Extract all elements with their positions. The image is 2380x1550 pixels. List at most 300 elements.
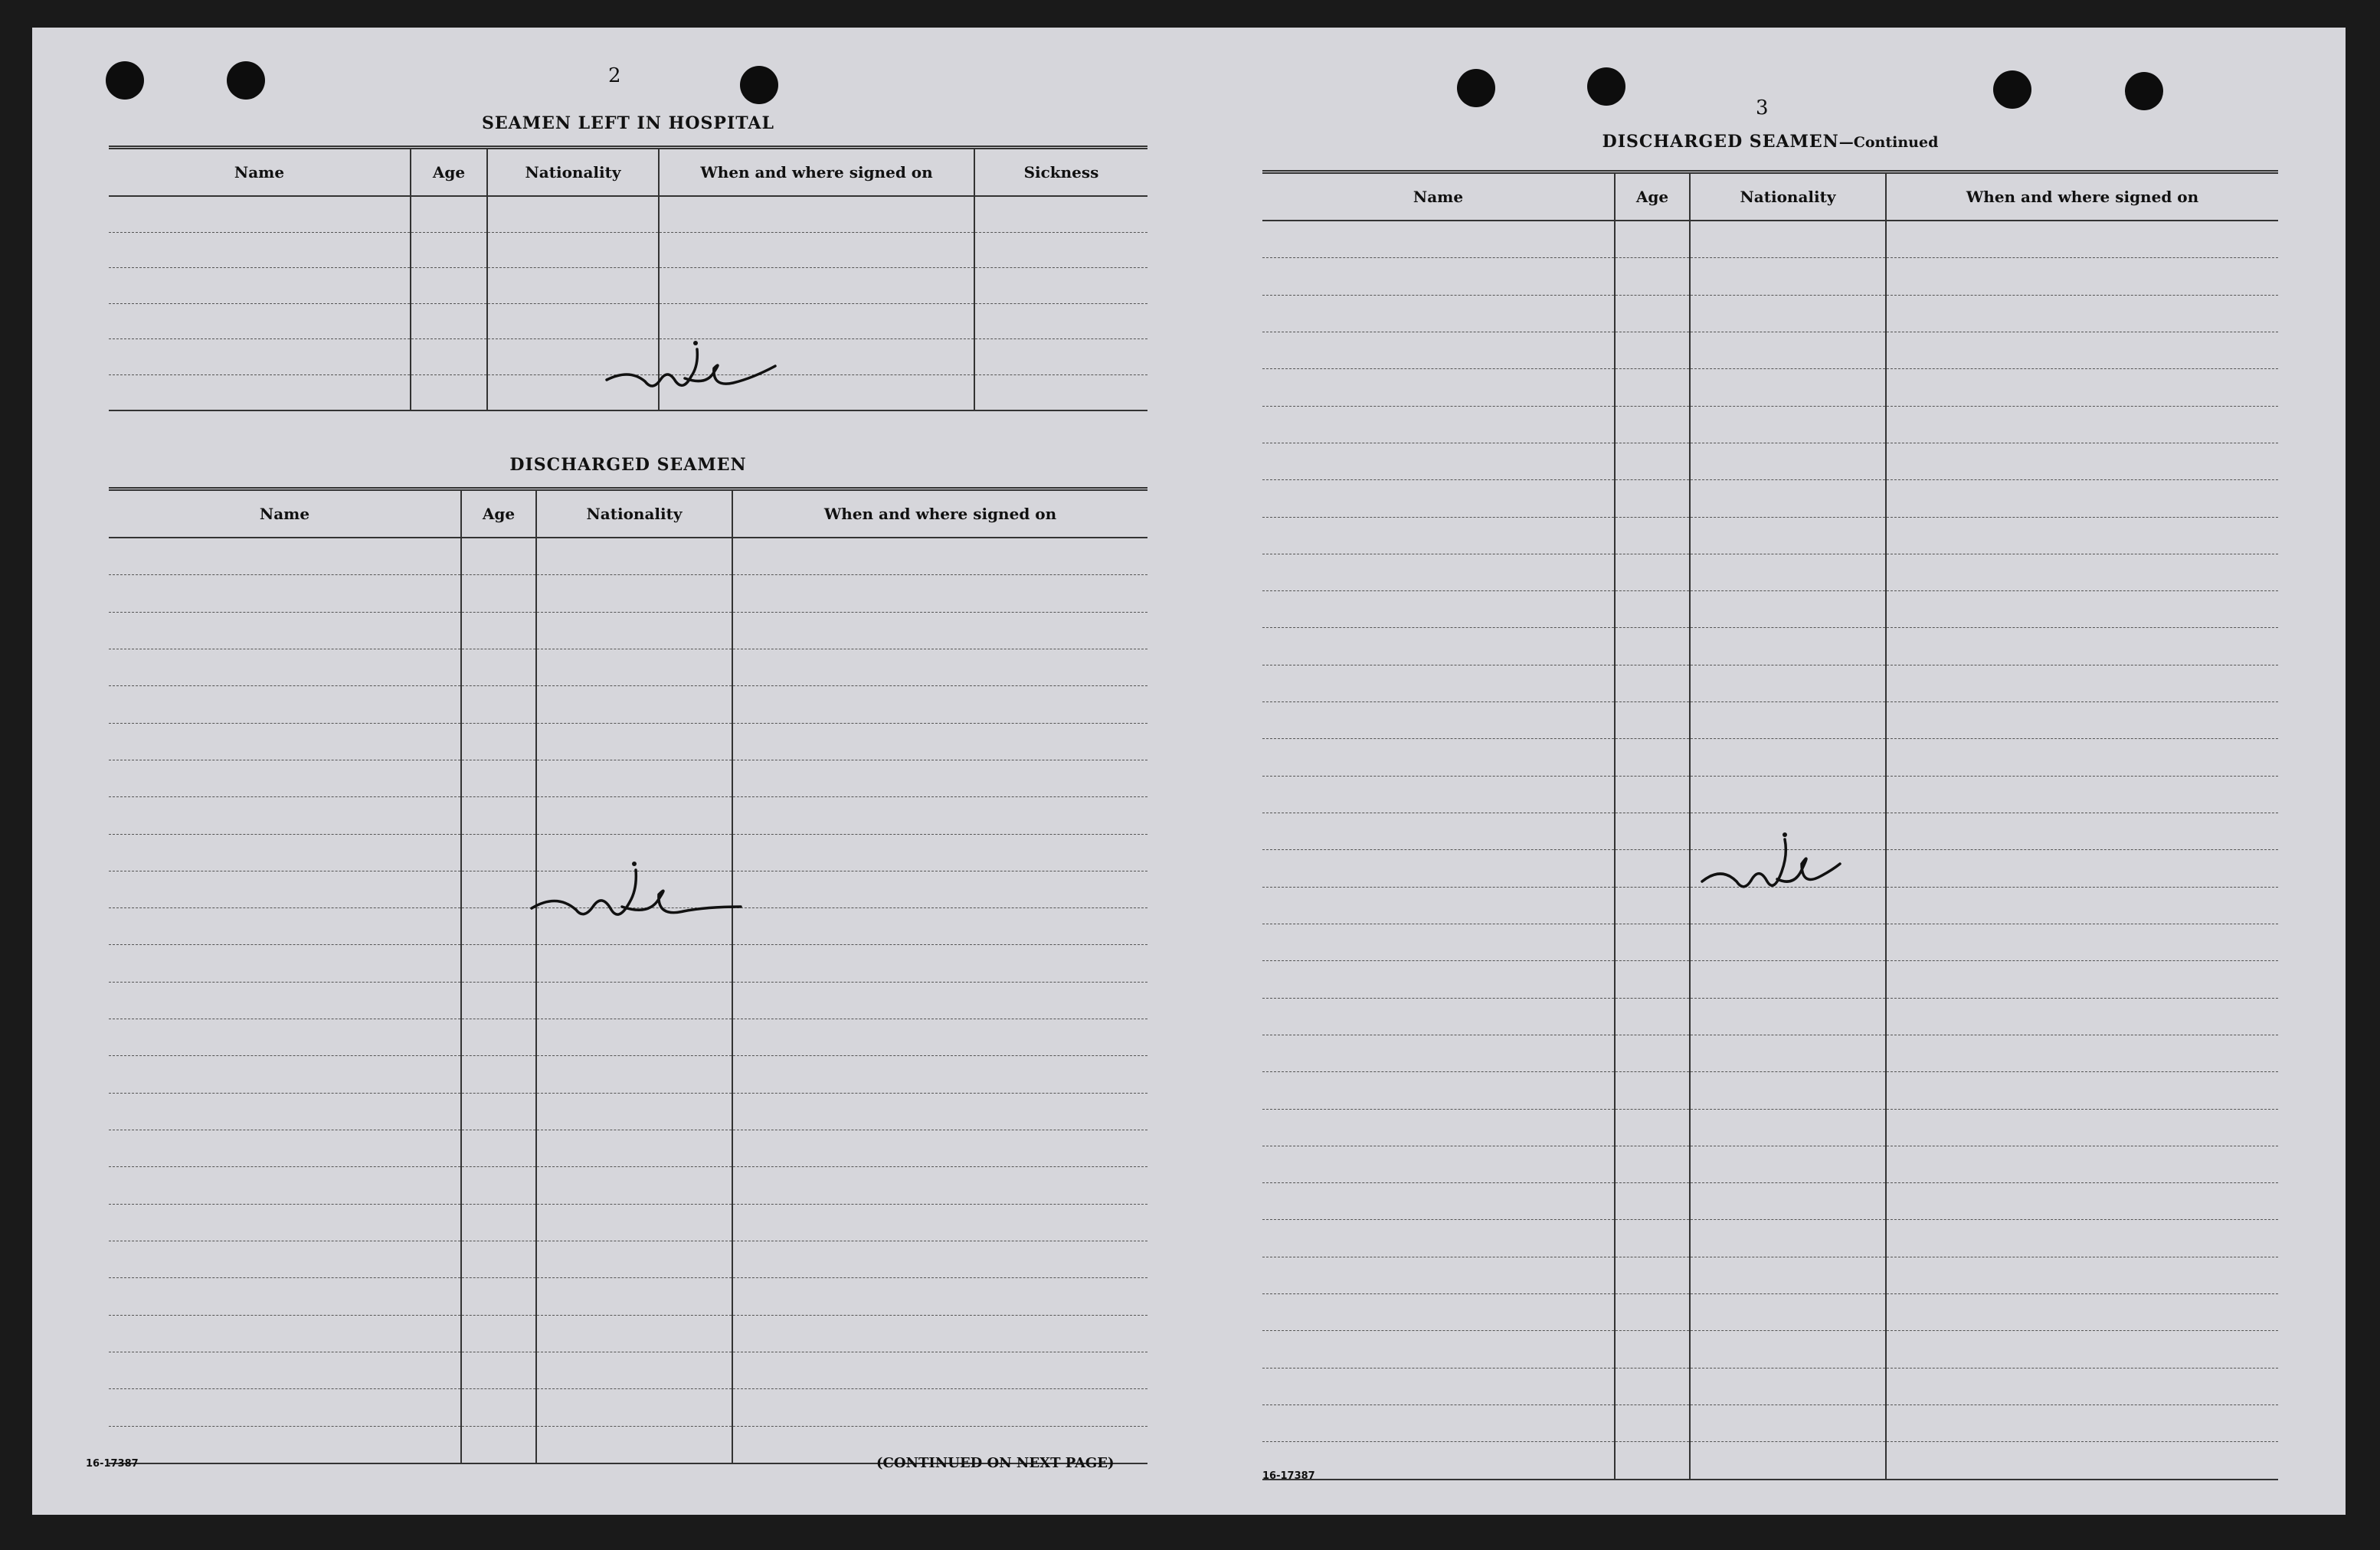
table-cell: [1615, 628, 1690, 665]
table-cell: [1262, 258, 1615, 295]
table-cell: [109, 760, 461, 796]
table-cell: [732, 834, 1147, 871]
table-cell: [536, 575, 732, 612]
table-cell: [1886, 998, 2278, 1035]
table-cell: [109, 1426, 461, 1463]
table-cell: [536, 945, 732, 982]
table-row: [1262, 1368, 2278, 1404]
table-cell: [1615, 813, 1690, 850]
table-cell: [1262, 702, 1615, 739]
table-cell: [109, 268, 411, 304]
table-row: [1262, 702, 2278, 739]
table-cell: [536, 1204, 732, 1241]
table-cell: [1690, 1368, 1886, 1404]
table-cell: [659, 196, 974, 232]
table-cell: [109, 834, 461, 871]
table-row: [1262, 961, 2278, 998]
table-cell: [1615, 1072, 1690, 1109]
table-cell: [1690, 221, 1886, 258]
table-row: [109, 268, 1147, 304]
table-cell: [1690, 1109, 1886, 1146]
table-cell: [1615, 221, 1690, 258]
table-cell: [1690, 776, 1886, 813]
table-cell: [732, 1167, 1147, 1204]
table-cell: [732, 1389, 1147, 1426]
table-cell: [411, 196, 487, 232]
table-row: [109, 1019, 1147, 1056]
table-cell: [1262, 1183, 1615, 1220]
table-cell: [1886, 1294, 2278, 1331]
table-cell: [109, 1130, 461, 1167]
table-cell: [1262, 1146, 1615, 1182]
table-cell: [461, 575, 536, 612]
table-cell: [1615, 258, 1690, 295]
table-cell: [1886, 776, 2278, 813]
table-cell: [1690, 665, 1886, 701]
table-cell: [461, 1167, 536, 1204]
table-cell: [1262, 1109, 1615, 1146]
table-cell: [461, 982, 536, 1019]
table-cell: [109, 196, 411, 232]
table-cell: [536, 1056, 732, 1093]
table-cell: [1886, 369, 2278, 406]
table-row: [109, 1204, 1147, 1241]
table-cell: [1262, 813, 1615, 850]
table-cell: [461, 612, 536, 649]
table-cell: [1615, 1368, 1690, 1404]
table-row: [109, 1241, 1147, 1277]
table-cell: [1615, 1331, 1690, 1368]
page-number: 3: [1756, 96, 1769, 119]
table-cell: [109, 303, 411, 339]
column-header-signed-on: When and where signed on: [659, 148, 974, 197]
table-cell: [1690, 1072, 1886, 1109]
table-cell: [1615, 480, 1690, 517]
table-row: [109, 575, 1147, 612]
table-cell: [1262, 517, 1615, 554]
table-cell: [1615, 1220, 1690, 1257]
table-cell: [974, 196, 1147, 232]
table-cell: [732, 686, 1147, 723]
table-row: [109, 1130, 1147, 1167]
table-cell: [109, 575, 461, 612]
table-row: [1262, 369, 2278, 406]
table-cell: [536, 538, 732, 575]
table-cell: [1886, 517, 2278, 554]
table-cell: [109, 723, 461, 760]
table-cell: [1262, 628, 1615, 665]
table-cell: [1615, 1405, 1690, 1442]
table-cell: [1615, 665, 1690, 701]
table-cell: [411, 268, 487, 304]
table-cell: [461, 1204, 536, 1241]
table-cell: [536, 1278, 732, 1315]
table-cell: [1690, 1405, 1886, 1442]
table-cell: [1615, 702, 1690, 739]
table-row: [1262, 1035, 2278, 1071]
table-cell: [461, 797, 536, 834]
table-cell: [109, 982, 461, 1019]
table-row: [109, 1315, 1147, 1352]
table-row: [109, 945, 1147, 982]
table-cell: [1886, 1035, 2278, 1071]
table-cell: [1690, 369, 1886, 406]
table-cell: [109, 1019, 461, 1056]
table-cell: [461, 723, 536, 760]
continued-note: (CONTINUED ON NEXT PAGE): [876, 1455, 1115, 1471]
table-row: [1262, 1220, 2278, 1257]
table-cell: [1615, 1442, 1690, 1480]
table-cell: [1615, 887, 1690, 924]
table-cell: [461, 1130, 536, 1167]
table-cell: [1262, 295, 1615, 332]
table-cell: [536, 1019, 732, 1056]
table-cell: [1615, 1146, 1690, 1182]
table-cell: [536, 982, 732, 1019]
column-header-signed-on: When and where signed on: [732, 489, 1147, 538]
table-cell: [411, 303, 487, 339]
table-row: [1262, 776, 2278, 813]
table-cell: [536, 1241, 732, 1277]
table-cell: [1262, 961, 1615, 998]
table-cell: [1690, 998, 1886, 1035]
table-cell: [1886, 1220, 2278, 1257]
table-row: [1262, 480, 2278, 517]
table-cell: [536, 1130, 732, 1167]
table-cell: [1886, 702, 2278, 739]
table-row: [1262, 1257, 2278, 1293]
table-cell: [1886, 443, 2278, 479]
table-cell: [1690, 739, 1886, 776]
table-cell: [1615, 295, 1690, 332]
table-row: [1262, 1109, 2278, 1146]
table-row: [1262, 295, 2278, 332]
table-cell: [732, 797, 1147, 834]
table-cell: [1262, 1442, 1615, 1480]
table-cell: [461, 1352, 536, 1388]
table-cell: [1886, 628, 2278, 665]
table-cell: [974, 303, 1147, 339]
table-cell: [109, 1167, 461, 1204]
nil-handwritten-entry: [522, 847, 752, 942]
table-row: [1262, 1442, 2278, 1480]
table-cell: [109, 1352, 461, 1388]
table-cell: [1615, 554, 1690, 590]
table-cell: [732, 1315, 1147, 1352]
table-cell: [1690, 480, 1886, 517]
table-cell: [732, 982, 1147, 1019]
column-header-age: Age: [461, 489, 536, 538]
table-cell: [732, 575, 1147, 612]
table-row: [1262, 258, 2278, 295]
table-cell: [1262, 1294, 1615, 1331]
table-cell: [1690, 1257, 1886, 1293]
table-row: [1262, 1331, 2278, 1368]
table-row: [109, 982, 1147, 1019]
table-cell: [1690, 406, 1886, 443]
table-row: [1262, 554, 2278, 590]
table-row: [1262, 221, 2278, 258]
column-header-name: Name: [109, 148, 411, 197]
table-cell: [1690, 1035, 1886, 1071]
section-title-discharged: DISCHARGED SEAMEN: [509, 455, 747, 475]
table-cell: [1615, 1294, 1690, 1331]
table-cell: [536, 612, 732, 649]
table-cell: [1886, 1368, 2278, 1404]
table-cell: [109, 1056, 461, 1093]
table-cell: [1262, 1072, 1615, 1109]
table-cell: [461, 1241, 536, 1277]
table-cell: [1886, 1257, 2278, 1293]
table-row: [109, 538, 1147, 575]
section-title-discharged-continued: DISCHARGED SEAMEN—Continued: [1602, 132, 1939, 152]
right-page: [1189, 28, 2346, 1515]
table-cell: [536, 1315, 732, 1352]
table-cell: [1262, 665, 1615, 701]
table-cell: [109, 339, 411, 375]
table-cell: [1690, 517, 1886, 554]
table-cell: [1886, 1442, 2278, 1480]
table-row: [109, 232, 1147, 268]
header-row: [109, 489, 1147, 538]
table-cell: [1262, 776, 1615, 813]
table-row: [1262, 1183, 2278, 1220]
table-cell: [461, 1019, 536, 1056]
table-cell: [536, 649, 732, 685]
table-cell: [1615, 1035, 1690, 1071]
table-cell: [974, 339, 1147, 375]
table-cell: [1690, 591, 1886, 628]
table-row: [109, 1167, 1147, 1204]
table-cell: [1262, 554, 1615, 590]
table-cell: [1262, 1257, 1615, 1293]
table-row: [1262, 739, 2278, 776]
table-cell: [461, 538, 536, 575]
table-cell: [109, 1241, 461, 1277]
table-row: [1262, 665, 2278, 701]
table-cell: [1615, 850, 1690, 887]
table-row: [109, 686, 1147, 723]
table-cell: [1690, 295, 1886, 332]
table-row: [109, 1056, 1147, 1093]
column-header-name: Name: [1262, 172, 1615, 221]
table-cell: [1615, 998, 1690, 1035]
table-cell: [1886, 665, 2278, 701]
table-cell: [109, 1278, 461, 1315]
table-cell: [1690, 1183, 1886, 1220]
table-row: [109, 649, 1147, 685]
table-cell: [1262, 887, 1615, 924]
table-row: [1262, 443, 2278, 479]
table-cell: [109, 612, 461, 649]
table-cell: [974, 374, 1147, 410]
table-cell: [1615, 369, 1690, 406]
table-cell: [1886, 1405, 2278, 1442]
table-cell: [1690, 702, 1886, 739]
table-cell: [1262, 480, 1615, 517]
table-cell: [732, 1278, 1147, 1315]
table-row: [1262, 1072, 2278, 1109]
table-cell: [461, 945, 536, 982]
table-cell: [487, 232, 659, 268]
table-cell: [109, 797, 461, 834]
table-cell: [536, 797, 732, 834]
table-cell: [1886, 850, 2278, 887]
table-cell: [461, 686, 536, 723]
column-header-age: Age: [1615, 172, 1690, 221]
table-cell: [1615, 332, 1690, 368]
table-cell: [1886, 1331, 2278, 1368]
table-cell: [461, 1093, 536, 1130]
table-cell: [1886, 961, 2278, 998]
table-row: [109, 1093, 1147, 1130]
table-cell: [1886, 1183, 2278, 1220]
table-cell: [536, 1426, 732, 1463]
table-cell: [109, 232, 411, 268]
table-cell: [1886, 221, 2278, 258]
table-cell: [732, 649, 1147, 685]
table-cell: [109, 538, 461, 575]
table-cell: [1262, 1405, 1615, 1442]
table-cell: [1615, 961, 1690, 998]
table-cell: [1615, 776, 1690, 813]
table-row: [1262, 628, 2278, 665]
table-cell: [487, 268, 659, 304]
column-header-name: Name: [109, 489, 461, 538]
table-row: [1262, 1146, 2278, 1182]
table-cell: [1886, 295, 2278, 332]
table-cell: [1615, 591, 1690, 628]
table-cell: [1886, 1072, 2278, 1109]
nil-handwritten-entry: [599, 326, 791, 414]
table-cell: [461, 760, 536, 796]
column-header-nationality: Nationality: [1690, 172, 1886, 221]
table-row: [109, 196, 1147, 232]
left-page: [32, 28, 1189, 1515]
table-cell: [411, 374, 487, 410]
table-cell: [109, 1315, 461, 1352]
table-cell: [1886, 813, 2278, 850]
table-cell: [1886, 406, 2278, 443]
table-cell: [411, 232, 487, 268]
table-cell: [487, 196, 659, 232]
table-cell: [1886, 887, 2278, 924]
table-cell: [109, 908, 461, 945]
table-cell: [1615, 924, 1690, 960]
table-cell: [1262, 924, 1615, 960]
column-header-age: Age: [411, 148, 487, 197]
column-header-nationality: Nationality: [487, 148, 659, 197]
column-header-signed-on: When and where signed on: [1886, 172, 2278, 221]
header-row: [1262, 172, 2278, 221]
table-cell: [1615, 1109, 1690, 1146]
table-cell: [536, 1167, 732, 1204]
table-cell: [109, 945, 461, 982]
table-cell: [1262, 1368, 1615, 1404]
column-header-sickness: Sickness: [974, 148, 1147, 197]
header-row: [109, 148, 1147, 197]
table-cell: [1886, 1146, 2278, 1182]
table-cell: [1262, 406, 1615, 443]
table-cell: [1690, 628, 1886, 665]
table-cell: [732, 1352, 1147, 1388]
table-cell: [536, 760, 732, 796]
table-cell: [109, 686, 461, 723]
table-row: [109, 1278, 1147, 1315]
table-cell: [461, 1389, 536, 1426]
table-cell: [732, 1093, 1147, 1130]
table-cell: [1886, 739, 2278, 776]
table-cell: [1690, 924, 1886, 960]
table-cell: [974, 268, 1147, 304]
table-cell: [732, 1019, 1147, 1056]
column-header-nationality: Nationality: [536, 489, 732, 538]
table-row: [1262, 1294, 2278, 1331]
table-cell: [1690, 1146, 1886, 1182]
table-cell: [1262, 1035, 1615, 1071]
table-cell: [109, 649, 461, 685]
table-cell: [732, 908, 1147, 945]
table-cell: [1262, 591, 1615, 628]
table-row: [109, 760, 1147, 796]
table-cell: [1262, 332, 1615, 368]
table-cell: [732, 723, 1147, 760]
table-cell: [536, 723, 732, 760]
table-cell: [1690, 258, 1886, 295]
table-cell: [1615, 1257, 1690, 1293]
table-cell: [1886, 591, 2278, 628]
table-cell: [1262, 1331, 1615, 1368]
table-row: [1262, 998, 2278, 1035]
table-cell: [732, 1130, 1147, 1167]
table-cell: [1615, 406, 1690, 443]
discharged-table: [109, 487, 1147, 1464]
table-cell: [461, 1056, 536, 1093]
table-row: [1262, 1405, 2278, 1442]
table-cell: [732, 760, 1147, 796]
table-row: [1262, 517, 2278, 554]
table-cell: [732, 538, 1147, 575]
table-cell: [1886, 1109, 2278, 1146]
table-cell: [1690, 332, 1886, 368]
table-cell: [1262, 850, 1615, 887]
table-cell: [1690, 1442, 1886, 1480]
table-cell: [1262, 1220, 1615, 1257]
table-cell: [1886, 480, 2278, 517]
table-cell: [536, 686, 732, 723]
table-cell: [732, 1241, 1147, 1277]
table-cell: [1886, 258, 2278, 295]
table-cell: [461, 1278, 536, 1315]
table-cell: [732, 945, 1147, 982]
table-cell: [1690, 961, 1886, 998]
table-cell: [1886, 554, 2278, 590]
table-cell: [1690, 1331, 1886, 1368]
section-title-hospital: SEAMEN LEFT IN HOSPITAL: [482, 113, 774, 133]
table-cell: [732, 612, 1147, 649]
table-cell: [732, 1056, 1147, 1093]
page-number: 2: [608, 64, 621, 87]
form-number: 16-17387: [1262, 1470, 1315, 1482]
table-cell: [536, 1093, 732, 1130]
table-cell: [1615, 739, 1690, 776]
table-cell: [732, 871, 1147, 907]
table-cell: [1615, 443, 1690, 479]
table-cell: [1886, 924, 2278, 960]
form-number: 16-17387: [86, 1458, 139, 1470]
table-cell: [659, 268, 974, 304]
table-row: [109, 1352, 1147, 1388]
